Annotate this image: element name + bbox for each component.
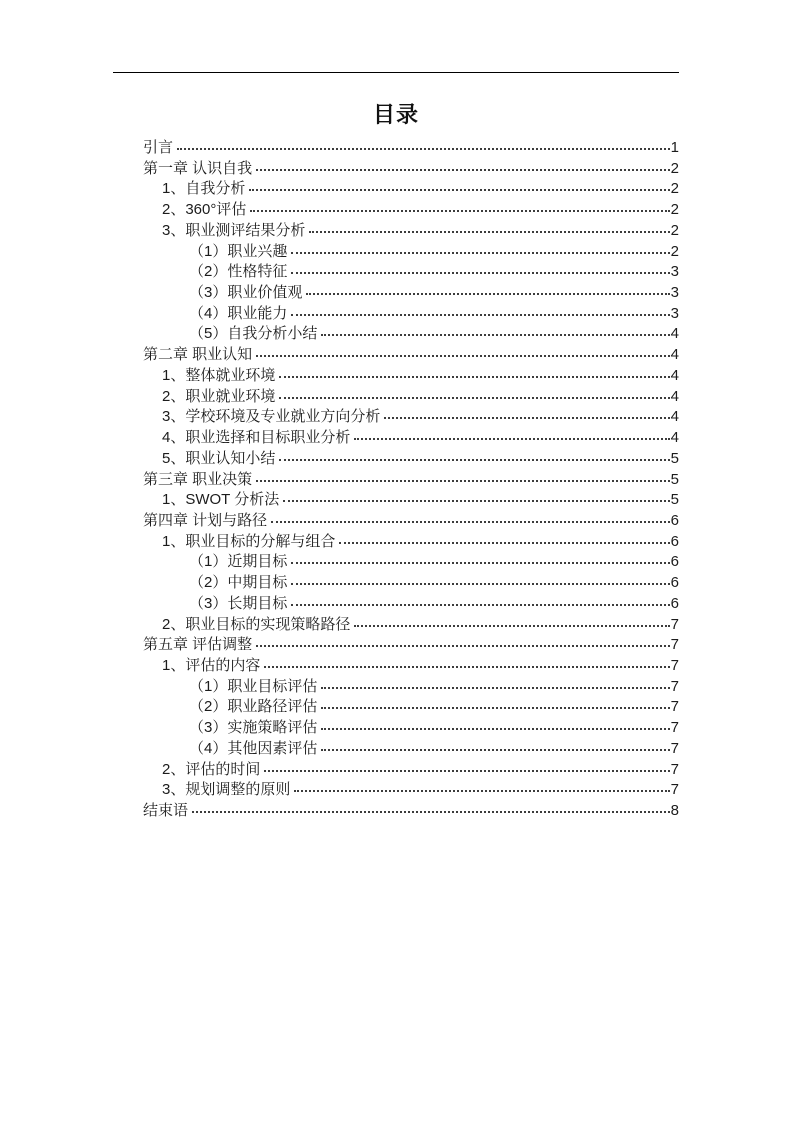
toc-entry[interactable] (113, 739, 679, 760)
toc-entry-label: 1、自我分析 (162, 180, 246, 198)
toc-entry-label: （4）职业能力 (189, 304, 288, 322)
toc-entry-page: 2 (670, 201, 679, 219)
toc-entry[interactable] (113, 387, 679, 408)
toc-entry-page: 4 (670, 346, 679, 364)
dot-leader (291, 583, 669, 585)
toc-entry[interactable] (113, 345, 679, 366)
dot-leader (291, 562, 669, 564)
dot-leader (291, 252, 669, 254)
toc-entry[interactable] (113, 532, 679, 553)
toc-entry-page: 7 (670, 760, 679, 778)
toc-entry-page: 3 (670, 263, 679, 281)
toc-entry-label: （3）实施策略评估 (189, 719, 318, 737)
dot-leader (256, 169, 669, 171)
dot-leader (256, 355, 669, 357)
toc-entry[interactable] (113, 552, 679, 573)
toc-entry-label: 第一章 认识自我 (143, 159, 253, 177)
toc-entry[interactable] (113, 304, 679, 325)
dot-leader (250, 210, 669, 212)
toc-entry[interactable] (113, 490, 679, 511)
toc-entry-page: 5 (670, 470, 679, 488)
toc-entry[interactable] (113, 511, 679, 532)
toc-entry-label: 3、学校环境及专业就业方向分析 (162, 408, 381, 426)
dot-leader (279, 459, 669, 461)
toc-entry-label: 第二章 职业认知 (143, 346, 253, 364)
toc-entry-page: 7 (670, 677, 679, 695)
toc-entry[interactable] (113, 697, 679, 718)
dot-leader (271, 521, 669, 523)
toc-entry-page: 7 (670, 698, 679, 716)
toc-entry[interactable] (113, 449, 679, 470)
dot-leader (339, 542, 669, 544)
dot-leader (309, 231, 669, 233)
toc-entry-page: 7 (670, 636, 679, 654)
dot-leader (321, 728, 669, 730)
toc-entry-page: 6 (670, 553, 679, 571)
dot-leader (321, 687, 669, 689)
toc-entry-page: 6 (670, 532, 679, 550)
toc-entry-label: 第三章 职业决策 (143, 470, 253, 488)
toc-entry[interactable] (113, 615, 679, 636)
toc-entry-page: 7 (670, 615, 679, 633)
dot-leader (291, 604, 669, 606)
toc-entry-page: 4 (670, 408, 679, 426)
toc-entry[interactable] (113, 366, 679, 387)
dot-leader (264, 666, 669, 668)
toc-entry-label: 结束语 (143, 802, 189, 819)
toc-entry-label: 1、SWOT 分析法 (162, 491, 280, 509)
dot-leader (384, 417, 669, 419)
dot-leader (283, 500, 669, 502)
dot-leader (264, 770, 669, 772)
toc-entry[interactable] (113, 594, 679, 615)
dot-leader (177, 148, 670, 150)
toc-entry-page: 4 (670, 429, 679, 447)
dot-leader (249, 189, 669, 191)
toc-entry-page: 8 (670, 802, 679, 819)
dot-leader (279, 376, 669, 378)
toc-entry-page: 2 (670, 159, 679, 177)
dot-leader (354, 625, 669, 627)
toc-entry-label: 2、360°评估 (162, 201, 247, 219)
toc-entry-label: 2、职业目标的实现策略路径 (162, 615, 351, 633)
toc-entry-page: 3 (670, 284, 679, 302)
toc-entry-label: （1）职业目标评估 (189, 677, 318, 695)
toc-entry-page: 5 (670, 449, 679, 467)
toc-entry-page: 1 (670, 139, 679, 156)
toc-entry[interactable] (113, 242, 679, 263)
toc-entry-label: 3、规划调整的原则 (162, 781, 291, 799)
toc-entry-label: 2、职业就业环境 (162, 387, 276, 405)
toc-entry-page: 6 (670, 574, 679, 592)
toc-entry-label: 1、整体就业环境 (162, 366, 276, 384)
toc-entry[interactable] (113, 324, 679, 345)
toc-entry-label: （2）中期目标 (189, 574, 288, 592)
toc-entry-label: （4）其他因素评估 (189, 739, 318, 757)
toc-entry[interactable] (113, 138, 679, 159)
toc-entry[interactable] (113, 780, 679, 801)
toc-entry-label: （3）职业价值观 (189, 284, 303, 302)
toc-entry-label: （2）性格特征 (189, 263, 288, 281)
toc-entry-label: （1）职业兴趣 (189, 242, 288, 260)
toc-entry-label: 引言 (143, 139, 174, 156)
toc-entry[interactable] (113, 159, 679, 180)
toc-entry[interactable] (113, 200, 679, 221)
dot-leader (279, 397, 669, 399)
toc-entry[interactable] (113, 179, 679, 200)
toc-entry-page: 4 (670, 366, 679, 384)
toc-entry-page: 6 (670, 594, 679, 612)
toc-entry-page: 7 (670, 656, 679, 674)
toc-entry-label: 1、职业目标的分解与组合 (162, 532, 336, 550)
toc-entry[interactable] (113, 718, 679, 739)
header-rule-divider (113, 72, 679, 73)
toc-entry[interactable] (113, 428, 679, 449)
toc-entry-label: 4、职业选择和目标职业分析 (162, 429, 351, 447)
toc-entry-label: 1、评估的内容 (162, 656, 261, 674)
toc-entry[interactable] (113, 283, 679, 304)
toc-entry[interactable] (113, 221, 679, 242)
toc-entry-page: 5 (670, 491, 679, 509)
dot-leader (291, 272, 669, 274)
toc-entry[interactable] (113, 760, 679, 781)
toc-entry-page: 3 (670, 304, 679, 322)
toc-entry[interactable] (113, 407, 679, 428)
toc-entry-page: 6 (670, 511, 679, 529)
toc-entry[interactable] (113, 635, 679, 656)
dot-leader (321, 749, 669, 751)
toc-entry-label: 2、评估的时间 (162, 760, 261, 778)
dot-leader (256, 645, 669, 647)
toc-entry-label: （2）职业路径评估 (189, 698, 318, 716)
toc-entry-label: 5、职业认知小结 (162, 449, 276, 467)
toc-entry-label: （5）自我分析小结 (189, 325, 318, 343)
dot-leader (306, 293, 669, 295)
toc-entry-page: 4 (670, 325, 679, 343)
toc-entry[interactable] (113, 470, 679, 491)
toc-entry-label: （3）长期目标 (189, 594, 288, 612)
toc-entry-page: 7 (670, 739, 679, 757)
toc-entry-page: 7 (670, 781, 679, 799)
toc-entry[interactable] (113, 677, 679, 698)
toc-entry-page: 2 (670, 180, 679, 198)
toc (113, 138, 679, 822)
toc-entry-page: 4 (670, 387, 679, 405)
toc-entry-page: 7 (670, 719, 679, 737)
dot-leader (291, 314, 669, 316)
toc-entry-label: （1）近期目标 (189, 553, 288, 571)
dot-leader (321, 707, 669, 709)
toc-entry-label: 第五章 评估调整 (143, 636, 253, 654)
dot-leader (354, 438, 669, 440)
toc-title: 目录 (372, 102, 419, 127)
toc-entry[interactable] (113, 573, 679, 594)
dot-leader (192, 811, 670, 813)
toc-entry-label: 第四章 计划与路径 (143, 511, 268, 529)
toc-entry-page: 2 (670, 242, 679, 260)
dot-leader (321, 334, 669, 336)
toc-entry[interactable] (113, 656, 679, 677)
toc-entry-label: 3、职业测评结果分析 (162, 221, 306, 239)
dot-leader (294, 790, 669, 792)
toc-entry[interactable] (113, 801, 679, 822)
dot-leader (256, 480, 669, 482)
toc-entry-page: 2 (670, 221, 679, 239)
toc-entry[interactable] (113, 262, 679, 283)
